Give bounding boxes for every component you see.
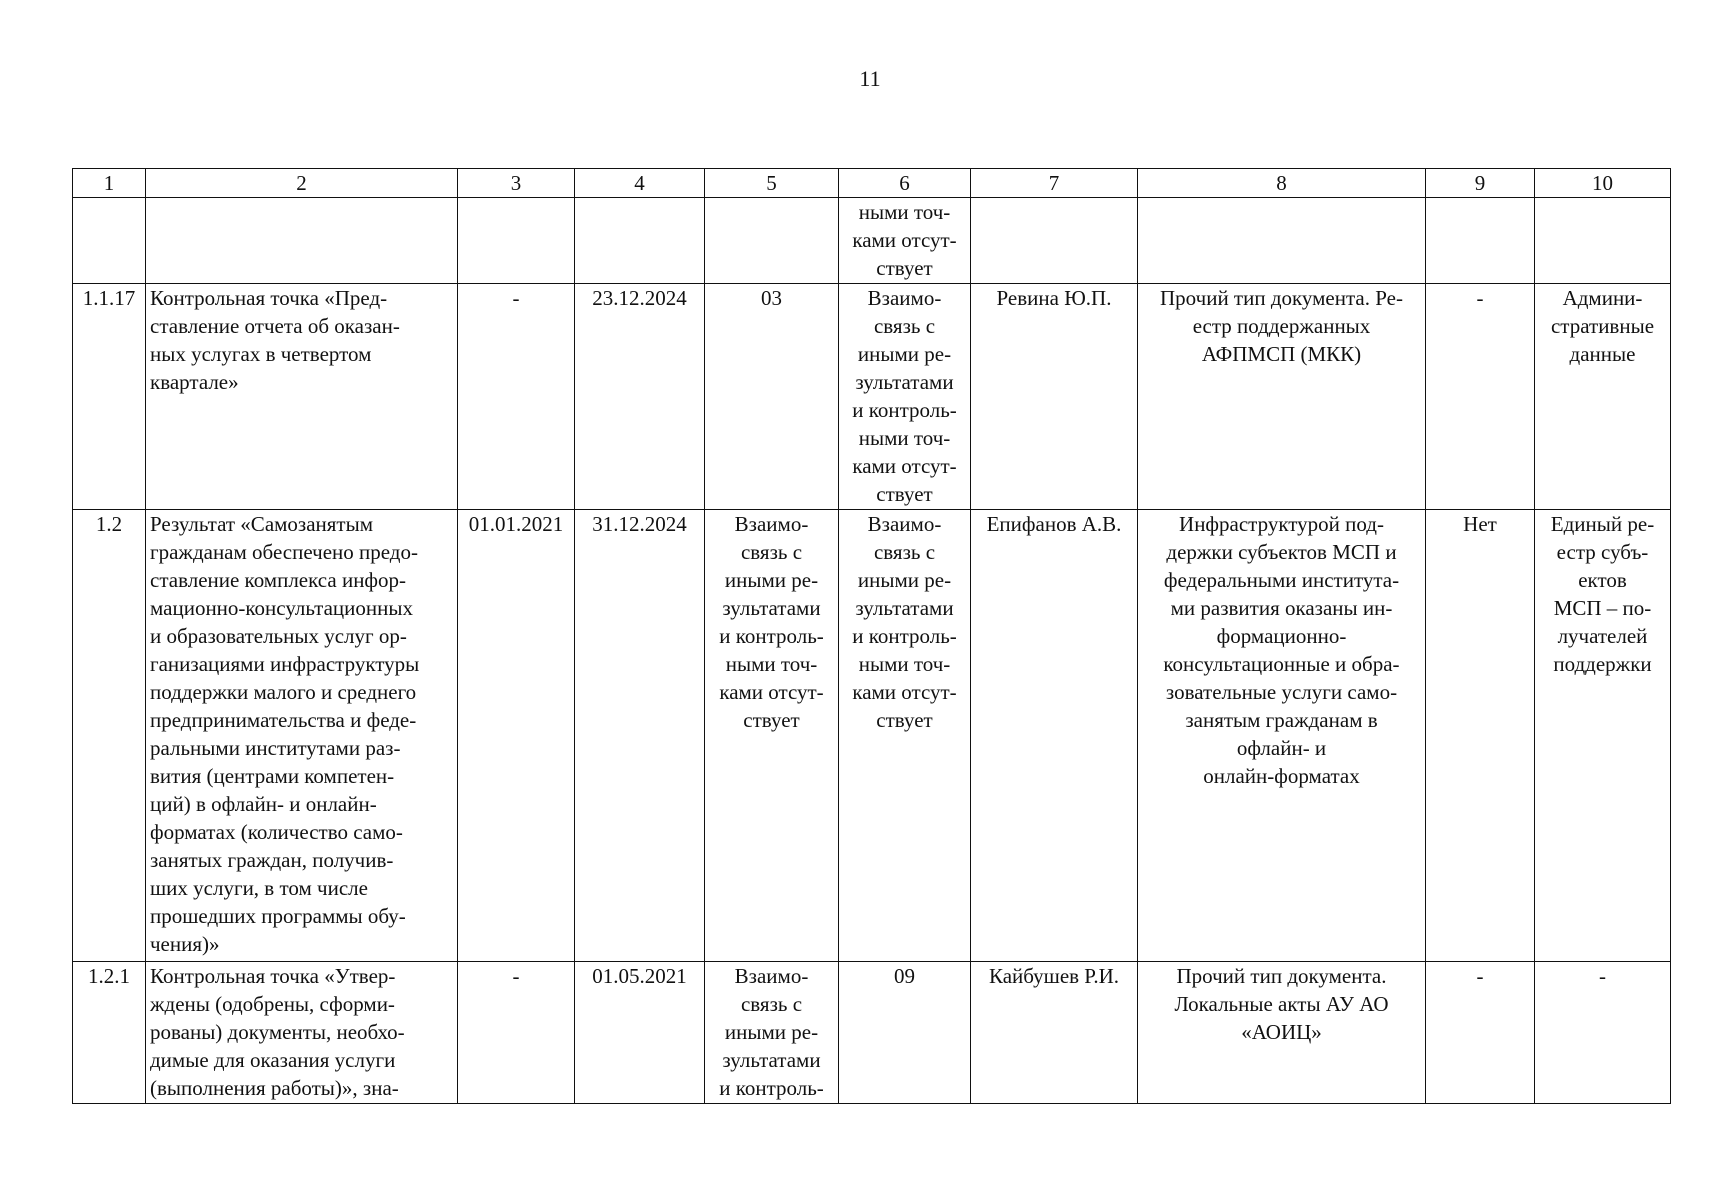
cell-col6: Взаимо- связь с иными ре- зультатами и контроль- ными точ- ками отсут- ствует <box>839 284 971 510</box>
cell-responsible: Епифанов А.В. <box>971 510 1138 962</box>
cell-responsible: Ревина Ю.П. <box>971 284 1138 510</box>
cell-document: Прочий тип документа. Локальные акты АУ АО «АОИЦ» <box>1138 962 1426 1104</box>
column-header: 3 <box>458 169 575 198</box>
cell-col9: - <box>1426 284 1535 510</box>
column-header: 4 <box>575 169 705 198</box>
cell-col6: Взаимо- связь с иными ре- зультатами и контроль- ными точ- ками отсут- ствует <box>839 510 971 962</box>
cell-end-date: 01.05.2021 <box>575 962 705 1104</box>
cell-number: 1.2 <box>73 510 146 962</box>
column-header: 5 <box>705 169 839 198</box>
cell-responsible: Кайбушев Р.И. <box>971 962 1138 1104</box>
cell-number: 1.1.17 <box>73 284 146 510</box>
cell-start-date: - <box>458 284 575 510</box>
column-header: 2 <box>146 169 458 198</box>
cell-number <box>73 198 146 284</box>
cell-col6: ными точ- ками отсут- ствует <box>839 198 971 284</box>
cell-end-date <box>575 198 705 284</box>
cell-name: Контрольная точка «Утвер- ждены (одобрены, сформи- рованы) документы, необхо- димые для оказания услуги (выполнения работы)», зна- <box>146 962 458 1104</box>
table-row <box>73 198 1671 284</box>
cell-end-date: 23.12.2024 <box>575 284 705 510</box>
plan-table <box>72 168 1671 1104</box>
table-row <box>73 962 1671 1104</box>
cell-col9: Нет <box>1426 510 1535 962</box>
table-row <box>73 284 1671 510</box>
cell-col10: - <box>1535 962 1671 1104</box>
column-header: 9 <box>1426 169 1535 198</box>
cell-col5: Взаимо- связь с иными ре- зультатами и контроль- <box>705 962 839 1104</box>
cell-number: 1.2.1 <box>73 962 146 1104</box>
table-row <box>73 510 1671 962</box>
column-header: 10 <box>1535 169 1671 198</box>
cell-document <box>1138 198 1426 284</box>
cell-col5: Взаимо- связь с иными ре- зультатами и контроль- ными точ- ками отсут- ствует <box>705 510 839 962</box>
cell-col10 <box>1535 198 1671 284</box>
cell-col6: 09 <box>839 962 971 1104</box>
cell-col9: - <box>1426 962 1535 1104</box>
cell-col10: Админи- стративные данные <box>1535 284 1671 510</box>
column-header: 1 <box>73 169 146 198</box>
cell-name <box>146 198 458 284</box>
cell-name: Контрольная точка «Пред- ставление отчета об оказан- ных услугах в четвертом квартале» <box>146 284 458 510</box>
cell-start-date: 01.01.2021 <box>458 510 575 962</box>
cell-col5: 03 <box>705 284 839 510</box>
cell-document: Прочий тип документа. Ре- естр поддержанных АФПМСП (МКК) <box>1138 284 1426 510</box>
cell-end-date: 31.12.2024 <box>575 510 705 962</box>
page-number: 11 <box>859 66 881 91</box>
cell-responsible <box>971 198 1138 284</box>
cell-document: Инфраструктурой под- держки субъектов МСП и федеральными института- ми развития оказаны ин- формационно- консультационные и обра- зовательные услуги само- занятым гражданам в офлайн- и онлайн-форматах <box>1138 510 1426 962</box>
column-header: 7 <box>971 169 1138 198</box>
column-header: 6 <box>839 169 971 198</box>
cell-start-date <box>458 198 575 284</box>
column-header: 8 <box>1138 169 1426 198</box>
cell-col9 <box>1426 198 1535 284</box>
cell-start-date: - <box>458 962 575 1104</box>
table-header-row <box>73 169 1671 198</box>
cell-name: Результат «Самозанятым гражданам обеспечено предо- ставление комплекса инфор- мационно-консультационных и образовательных услуг ор- ганизациями инфраструктуры поддержки малого и среднего предпринимательства и феде- ральными институтами раз- вития (центрами компетен- ций) в офлайн- и онлайн- форматах (количество само- занятых граждан, получив- ших услуги, в том числе прошедших программы обу- чения)» <box>146 510 458 962</box>
cell-col5 <box>705 198 839 284</box>
cell-col10: Единый ре- естр субъ- ектов МСП – по- лучателей поддержки <box>1535 510 1671 962</box>
